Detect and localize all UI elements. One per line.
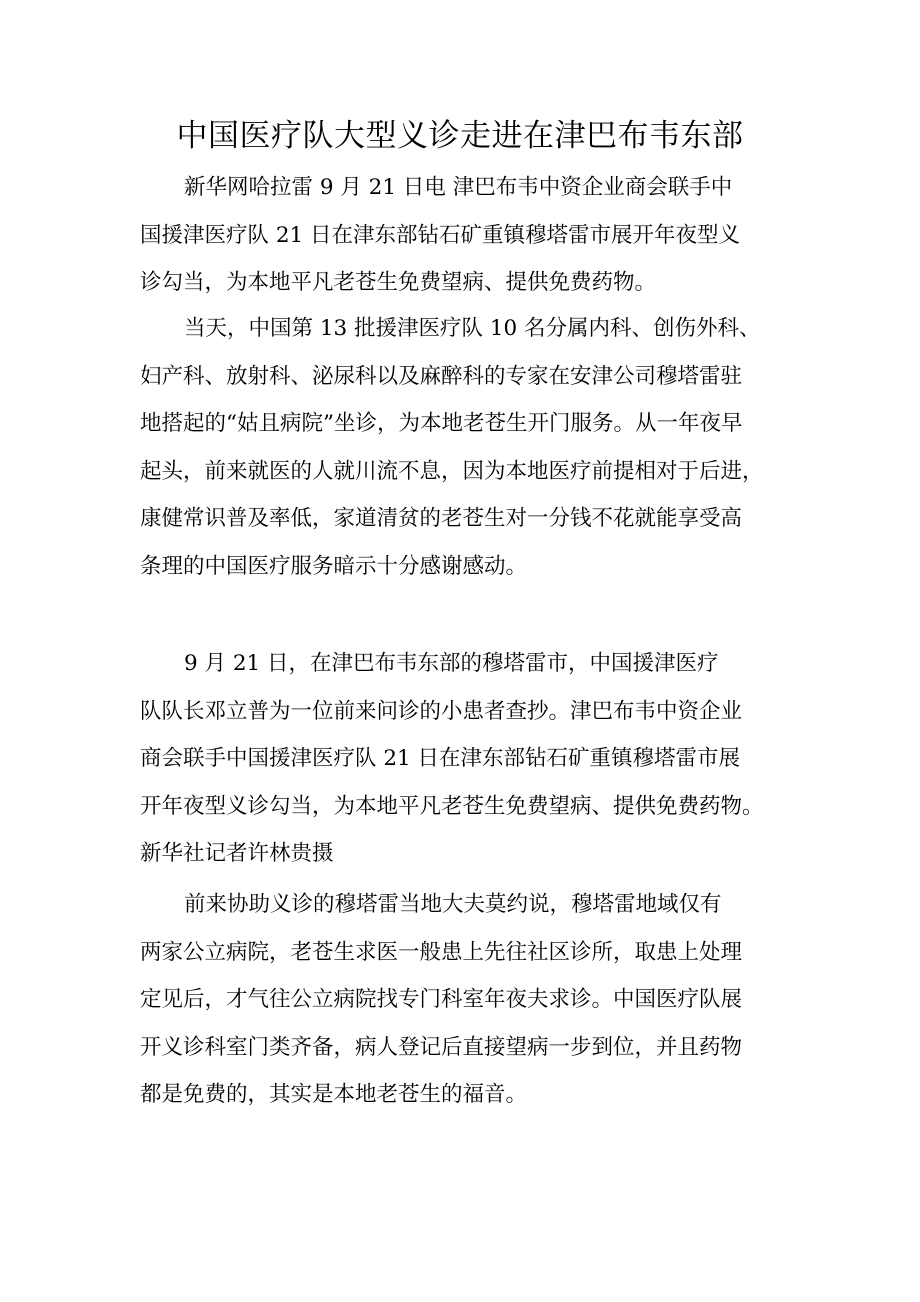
paragraph-4 xyxy=(140,881,780,1119)
paragraph-line: 地搭起的“姑且病院”坐诊，为本地老苍生开门服务。从一年夜早 xyxy=(140,411,743,436)
paragraph-line: 9 月 21 日，在津巴布韦东部的穆塔雷市，中国援津医疗 xyxy=(184,651,719,676)
paragraph-line: 妇产科、放射科、泌尿科以及麻醉科的专家在安津公司穆塔雷驻 xyxy=(140,363,743,389)
paragraph-line: 定见后，才气往公立病院找专门科室年夜夫求诊。中国医疗队展 xyxy=(140,987,743,1012)
paragraph-line: 开年夜型义诊勾当，为本地平凡老苍生免费望病、提供免费药物。 xyxy=(140,793,764,819)
paragraph-3 xyxy=(140,640,780,878)
page-title: 中国医疗队大型义诊走进在津巴布韦东部 xyxy=(176,118,744,154)
paragraph-line: 开义诊科室门类齐备，病人登记后直接望病一步到位，并且药物 xyxy=(140,1034,743,1060)
paragraph-line: 新华社记者许林贵摄 xyxy=(140,841,334,866)
paragraph-line: 两家公立病院，老苍生求医一般患上先往社区诊所，取患上处理 xyxy=(140,939,743,965)
paragraph-line: 队队长邓立普为一位前来问诊的小患者查抄。津巴布韦中资企业 xyxy=(140,698,743,724)
paragraph-line: 条理的中国医疗服务暗示十分感谢感动。 xyxy=(140,553,528,579)
paragraph-line: 康健常识普及率低，家道清贫的老苍生对一分钱不花就能享受高 xyxy=(140,506,743,531)
paragraph-line: 国援津医疗队 21 日在津东部钻石矿重镇穆塔雷市展开年夜型义 xyxy=(140,222,741,248)
paragraph-line: 诊勾当，为本地平凡老苍生免费望病、提供免费药物。 xyxy=(140,270,657,295)
paragraph-line: 前来协助义诊的穆塔雷当地大夫莫约说，穆塔雷地域仅有 xyxy=(184,892,722,917)
paragraph-line: 新华网哈拉雷 9 月 21 日电 津巴布韦中资企业商会联手中 xyxy=(184,175,733,200)
paragraph-line: 都是免费的，其实是本地老苍生的福音。 xyxy=(140,1082,528,1107)
paragraph-line: 当天，中国第 13 批援津医疗队 10 名分属内科、创伤外科、 xyxy=(184,316,761,341)
paragraph-2 xyxy=(140,305,780,590)
paragraph-line: 起头，前来就医的人就川流不息，因为本地医疗前提相对于后进， xyxy=(140,458,764,484)
paragraph-line: 商会联手中国援津医疗队 21 日在津东部钻石矿重镇穆塔雷市展 xyxy=(140,746,741,771)
paragraph-1 xyxy=(140,164,780,307)
